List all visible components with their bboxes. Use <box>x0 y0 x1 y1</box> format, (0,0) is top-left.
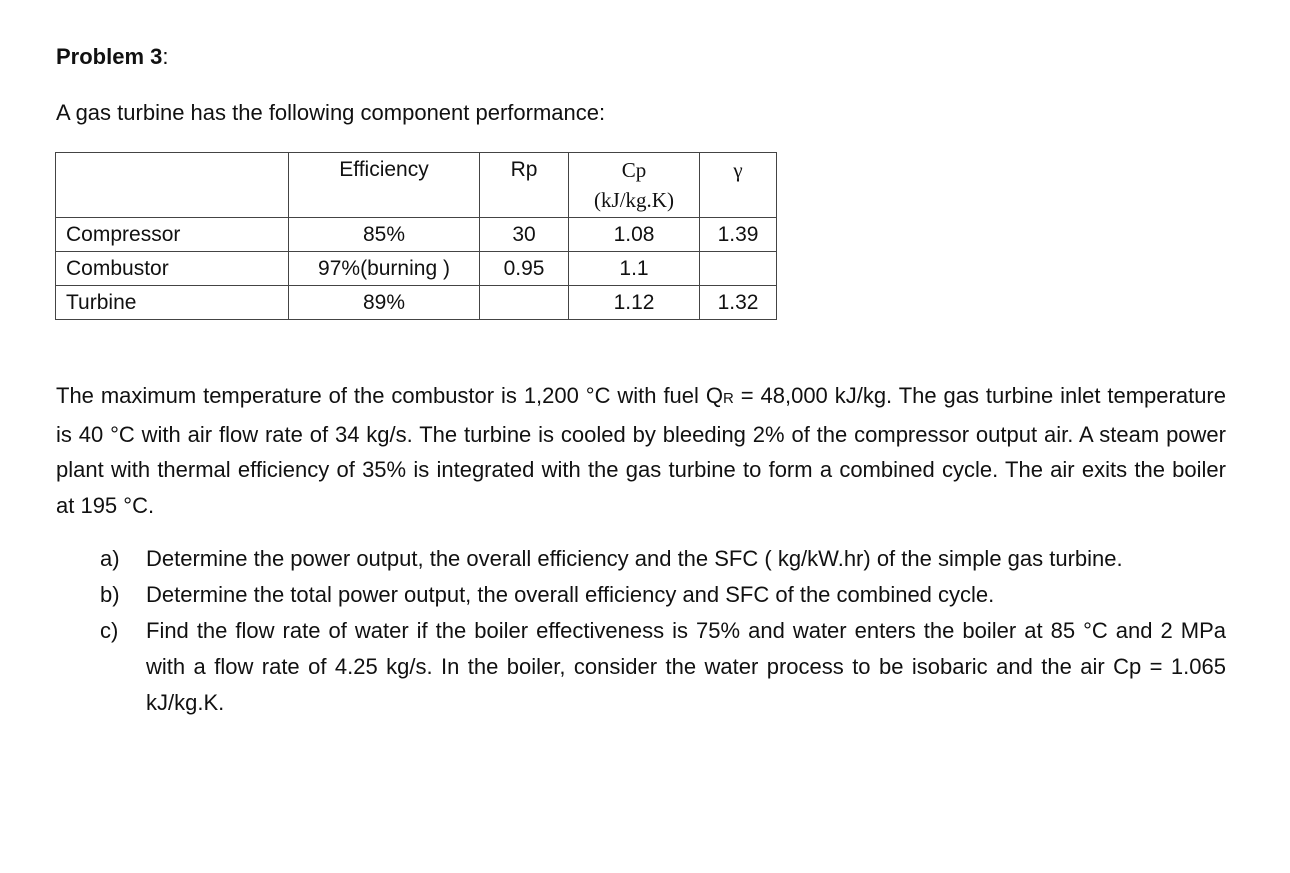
row-cp: 1.08 <box>569 218 700 252</box>
task-letter: a) <box>100 546 120 571</box>
table-row <box>56 252 777 286</box>
row-cp: 1.12 <box>569 286 700 320</box>
problem-title-text: Problem 3 <box>56 44 163 69</box>
row-efficiency: 97%(burning ) <box>289 252 480 286</box>
header-cp-units: (kJ/kg.K) <box>594 188 674 212</box>
header-cp-symbol: Cp <box>621 158 647 182</box>
component-performance-table <box>55 152 777 320</box>
task-letter: c) <box>100 618 119 643</box>
row-gamma: 1.32 <box>700 286 777 320</box>
task-letter: b) <box>100 582 120 607</box>
problem-intro: A gas turbine has the following component performance: <box>56 100 606 125</box>
problem-title <box>56 44 169 70</box>
row-rp <box>480 286 569 320</box>
row-component: Turbine <box>56 286 289 320</box>
fuel-heat-symbol-main: Q <box>705 383 723 408</box>
problem-title-colon: : <box>162 44 169 69</box>
row-component: Compressor <box>56 218 289 252</box>
problem-description <box>56 378 1226 523</box>
task-text: Determine the power output, the overall efficiency and the SFC ( kg/kW.hr) of the simple gas turbine. <box>146 546 1123 571</box>
header-cp <box>569 153 700 218</box>
task-text: Find the flow rate of water if the boiler effectiveness is 75% and water enters the boiler at 85 °C and 2 MPa with a flow rate of 4.25 kg/s. In the boiler, consider the water process to be isobaric and the air Cp = 1.065 kJ/kg.K. <box>146 618 1226 715</box>
row-efficiency: 85% <box>289 218 480 252</box>
row-gamma <box>700 252 777 286</box>
header-efficiency: Efficiency <box>289 153 480 218</box>
table-row <box>56 218 777 252</box>
task-text: Determine the total power output, the overall efficiency and SFC of the combined cycle. <box>146 582 995 607</box>
row-rp: 30 <box>480 218 569 252</box>
list-item <box>56 613 1226 721</box>
table-header-row <box>56 153 777 218</box>
row-cp: 1.1 <box>569 252 700 286</box>
header-component <box>56 153 289 218</box>
description-part1: The maximum temperature of the combustor is 1,200 °C with fuel <box>56 383 706 408</box>
row-rp: 0.95 <box>480 252 569 286</box>
fuel-heat-symbol-subscript: R <box>722 390 734 407</box>
row-efficiency: 89% <box>289 286 480 320</box>
task-list <box>56 541 1226 721</box>
list-item <box>56 577 1226 613</box>
table-row <box>56 286 777 320</box>
fuel-heat-symbol <box>706 383 734 408</box>
header-gamma: γ <box>700 153 777 218</box>
row-component: Combustor <box>56 252 289 286</box>
description-part2: = 48,000 kJ/kg. The gas turbine inlet temperature is 40 °C with air flow rate of 34 kg/s. The turbine is cooled by bleeding 2% of the compressor output air. A steam power plant with thermal efficiency of 35% is integrated with the gas turbine to form a combined cycle. The air exits the boiler at 195 °C. <box>56 383 1226 518</box>
row-gamma: 1.39 <box>700 218 777 252</box>
header-rp: Rp <box>480 153 569 218</box>
list-item <box>56 541 1226 577</box>
